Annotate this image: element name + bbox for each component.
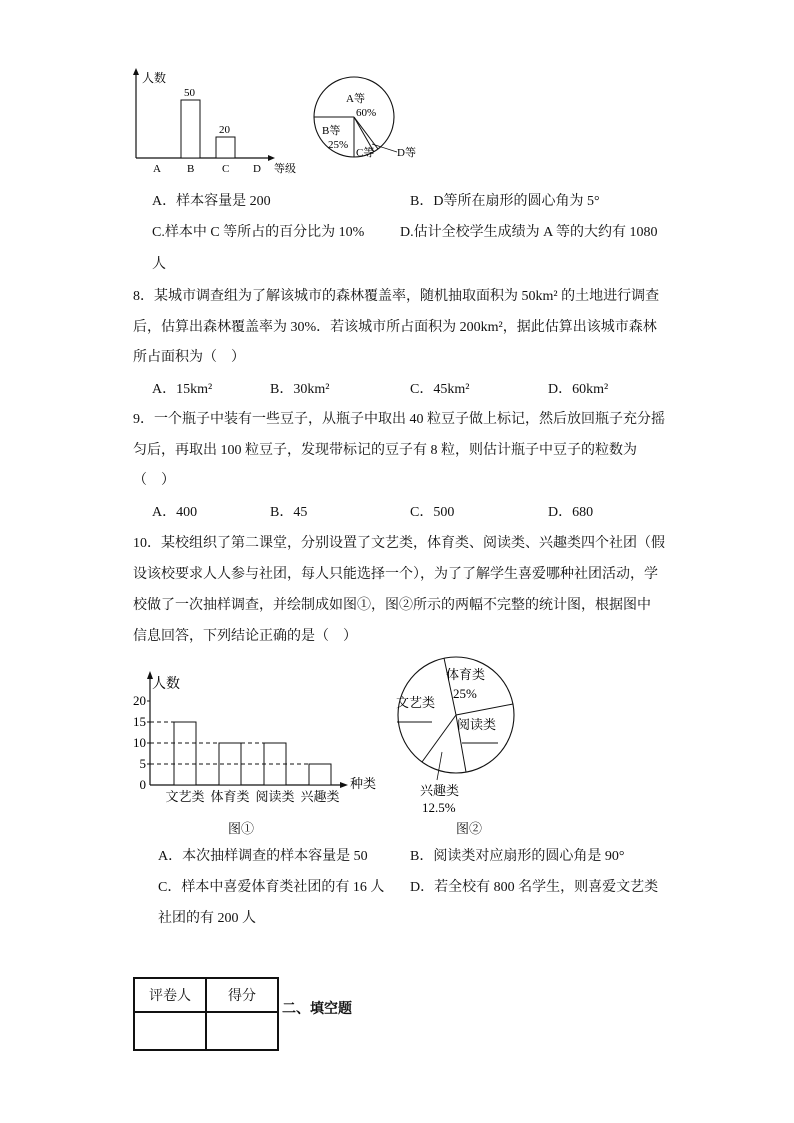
q10-option-b: B．阅读类对应扇形的圆心角是 90° bbox=[410, 849, 625, 864]
y-axis-arrow bbox=[133, 68, 139, 75]
score-table-score-cell[interactable] bbox=[206, 1012, 278, 1050]
q8-option-c: C．45km² bbox=[410, 382, 470, 397]
x-axis-arrow bbox=[268, 155, 275, 161]
q9-option-c: C．500 bbox=[410, 505, 455, 520]
q8-option-d: D．60km² bbox=[548, 382, 609, 397]
x-axis-label: 等级 bbox=[274, 163, 296, 175]
category-label: 兴趣类 bbox=[300, 789, 340, 804]
q10-option-d: D．若全校有 800 名学生，则喜爱文艺类 bbox=[410, 880, 659, 895]
q10-option-a: A．本次抽样调查的样本容量是 50 bbox=[158, 849, 368, 864]
y-tick-label: 0 bbox=[139, 777, 146, 792]
q9-option-a: A．400 bbox=[152, 505, 198, 520]
score-table-grader-cell[interactable] bbox=[134, 1012, 206, 1050]
y-tick-label: 15 bbox=[133, 714, 146, 729]
score-table-header-grader: 评卷人 bbox=[134, 978, 206, 1012]
category-D: D bbox=[253, 163, 261, 175]
slice-label-D: D等 bbox=[397, 147, 416, 159]
bar-C bbox=[216, 137, 235, 158]
y-tick-label: 5 bbox=[139, 756, 146, 771]
category-B: B bbox=[187, 163, 195, 175]
section-title: 二、填空题 bbox=[282, 1000, 352, 1016]
y-tick-label: 10 bbox=[133, 735, 146, 750]
category-label: 体育类 bbox=[210, 789, 250, 804]
q10-stem-line4: 信息回答，下列结论正确的是（ ） bbox=[133, 629, 357, 644]
q10-stem-line2: 设该校要求人人参与社团，每人只能选择一个），为了了解学生喜爱哪种社团活动，学 bbox=[133, 567, 658, 582]
x-axis-label: 种类 bbox=[350, 776, 377, 791]
q7-option-a: A．样本容量是 200 bbox=[152, 194, 271, 209]
x-axis-arrow bbox=[340, 782, 348, 788]
slice-label-tiyu: 体育类 bbox=[446, 667, 486, 682]
y-axis-label: 人数 bbox=[152, 677, 180, 692]
q8-stem-line3: 所占面积为（ ） bbox=[133, 350, 245, 365]
category-A: A bbox=[153, 163, 161, 175]
q10-bar-chart bbox=[126, 668, 386, 838]
bar-4 bbox=[309, 764, 331, 785]
bar-B bbox=[181, 100, 200, 158]
q10-stem-line1: 10．某校组织了第二课堂，分别设置了文艺类，体育类、阅读类、兴趣类四个社团（假 bbox=[133, 536, 665, 551]
q7-option-c: C.样本中 C 等所占的百分比为 10% bbox=[152, 225, 365, 240]
score-table bbox=[133, 977, 279, 1051]
slice-label-xingqu: 兴趣类 bbox=[420, 783, 460, 798]
y-axis-label: 人数 bbox=[142, 71, 167, 85]
slice-label-A-pct: 60% bbox=[356, 107, 377, 119]
q7-option-b: B．D等所在扇形的圆心角为 5° bbox=[410, 194, 600, 209]
slice-label-wenyi: 文艺类 bbox=[396, 695, 436, 710]
y-tick-label: 20 bbox=[133, 693, 146, 708]
slice-label-yuedu: 阅读类 bbox=[457, 717, 497, 732]
q8-option-a: A．15km² bbox=[152, 382, 213, 397]
q9-option-b: B．45 bbox=[270, 505, 308, 520]
slice-label-A-name: A等 bbox=[346, 93, 365, 105]
slice-label-C: C等 bbox=[356, 147, 375, 159]
q7-option-d: D.估计全校学生成绩为 A 等的大约有 1080 bbox=[400, 225, 658, 240]
q10-pie-chart bbox=[380, 652, 540, 822]
q7-pie-chart bbox=[300, 72, 440, 172]
score-table-header-score: 得分 bbox=[206, 978, 278, 1012]
bar-label-C: 20 bbox=[219, 124, 230, 136]
slice-label-tiyu-pct: 25% bbox=[453, 686, 477, 701]
q10-option-c: C．样本中喜爱体育类社团的有 16 人 bbox=[158, 880, 385, 895]
q9-stem-line1: 9．一个瓶子中装有一些豆子，从瓶子中取出 40 粒豆子做上标记，然后放回瓶子充分摇 bbox=[133, 412, 665, 427]
q10-stem-line3: 校做了一次抽样调查，并绘制成如图①，图②所示的两幅不完整的统计图，根据图中 bbox=[133, 598, 651, 613]
q8-stem-line2: 后，估算出森林覆盖率为 30%．若该城市所占面积为 200km²，据此估算出该城市森林 bbox=[133, 320, 657, 335]
q8-option-b: B．30km² bbox=[270, 382, 330, 397]
slice-label-B-name: B等 bbox=[322, 125, 341, 137]
q9-stem-line3: （ ） bbox=[133, 473, 175, 488]
bar-label-B: 50 bbox=[184, 87, 195, 99]
category-label: 阅读类 bbox=[255, 789, 295, 804]
q8-stem-line1: 8．某城市调查组为了解该城市的森林覆盖率，随机抽取面积为 50km² 的土地进行调查 bbox=[133, 289, 660, 304]
q10-option-d-cont: 社团的有 200 人 bbox=[158, 911, 256, 926]
category-label: 文艺类 bbox=[165, 789, 205, 804]
bar-1 bbox=[174, 722, 196, 785]
q7-option-d-cont: 人 bbox=[152, 257, 166, 272]
slice-label-xingqu-pct: 12.5% bbox=[422, 800, 456, 815]
bar-3 bbox=[264, 743, 286, 785]
q7-bar-chart bbox=[120, 62, 310, 180]
q10-figure2-caption: 图② bbox=[456, 821, 483, 836]
category-C: C bbox=[222, 163, 230, 175]
q10-figure1-caption: 图① bbox=[228, 821, 255, 836]
q9-option-d: D．680 bbox=[548, 505, 594, 520]
slice-label-B-pct: 25% bbox=[328, 139, 349, 151]
q9-stem-line2: 匀后，再取出 100 粒豆子，发现带标记的豆子有 8 粒，则估计瓶子中豆子的粒数为 bbox=[133, 443, 637, 458]
